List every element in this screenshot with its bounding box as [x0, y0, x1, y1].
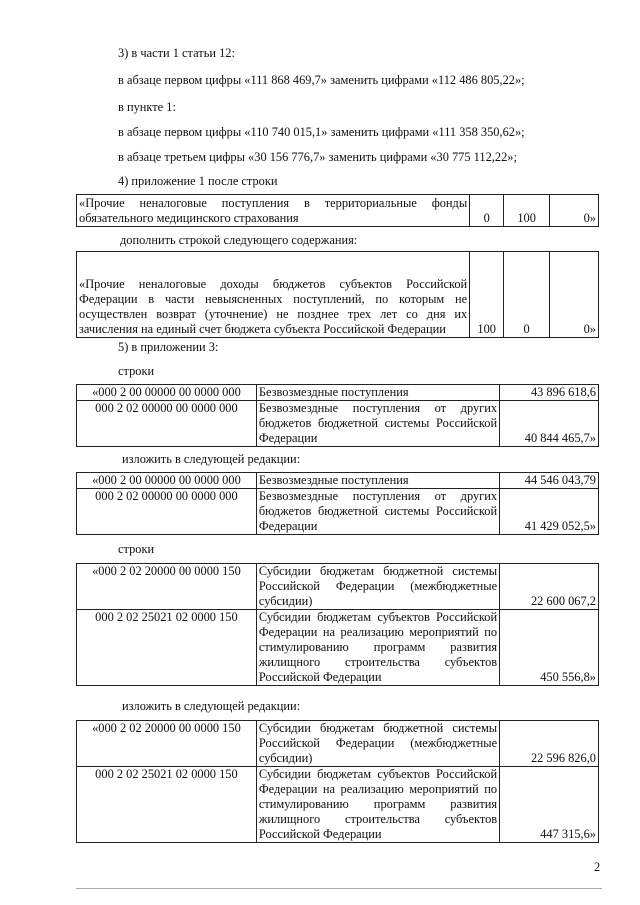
table-row	[77, 610, 599, 686]
paragraph-punkt-1: в пункте 1:	[118, 100, 176, 114]
table-cell-amount: 450 556,8»	[500, 610, 599, 686]
table-appendix3-new-b	[76, 720, 599, 843]
table-row	[77, 473, 599, 489]
table-cell-value: 100	[470, 252, 504, 338]
table-cell-amount: 43 896 618,6	[500, 385, 599, 401]
table-cell-amount: 22 596 826,0	[500, 721, 599, 767]
table-row	[77, 252, 599, 338]
table-cell-name: Субсидии бюджетам субъектов Российской Федерации на реализацию мероприятий по стимулированию программ развития жилищного строительства субъектов Российской Федерации	[256, 610, 499, 686]
paragraph-new-edition: изложить в следующей редакции:	[122, 452, 301, 466]
table-cell-name: Безвозмездные поступления от других бюджетов бюджетной системы Российской Федерации	[256, 489, 499, 535]
table-cell-name: Субсидии бюджетам бюджетной системы Российской Федерации (межбюджетные субсидии)	[256, 564, 499, 610]
table-cell-name: Субсидии бюджетам бюджетной системы Российской Федерации (межбюджетные субсидии)	[256, 721, 499, 767]
table-cell-code: «000 2 02 20000 00 0000 150	[77, 564, 257, 610]
paragraph-abzac-third: в абзаце третьем цифры «30 156 776,7» заменить цифрами «30 775 112,22»;	[118, 150, 517, 164]
table-appendix3-old-b	[76, 563, 599, 686]
table-appendix1-new-row	[76, 251, 599, 338]
table-row	[77, 721, 599, 767]
table-cell-code: 000 2 02 00000 00 0000 000	[77, 401, 257, 447]
table-cell-code: 000 2 02 25021 02 0000 150	[77, 767, 257, 843]
table-cell-text: «Прочие неналоговые поступления в территориальные фонды обязательного медицинского страхования	[77, 195, 470, 227]
paragraph-article-12: 3) в части 1 статьи 12:	[118, 46, 235, 60]
page-number: 2	[594, 860, 601, 874]
table-cell-amount: 41 429 052,5»	[500, 489, 599, 535]
table-appendix1-existing-row	[76, 194, 599, 227]
table-cell-code: 000 2 02 25021 02 0000 150	[77, 610, 257, 686]
table-row	[77, 564, 599, 610]
table-cell-value: 0»	[550, 195, 599, 227]
table-row	[77, 767, 599, 843]
table-cell-code: «000 2 00 00000 00 0000 000	[77, 473, 257, 489]
table-cell-amount: 44 546 043,79	[500, 473, 599, 489]
table-cell-code: «000 2 02 20000 00 0000 150	[77, 721, 257, 767]
table-cell-value: 0	[504, 252, 550, 338]
paragraph-appendix-1: 4) приложение 1 после строки	[118, 174, 278, 188]
table-cell-amount: 447 315,6»	[500, 767, 599, 843]
table-cell-value: 100	[504, 195, 550, 227]
table-appendix3-new-a	[76, 472, 599, 535]
table-cell-value: 0	[470, 195, 504, 227]
paragraph-new-edition-2: изложить в следующей редакции:	[122, 699, 301, 713]
table-cell-code: «000 2 00 00000 00 0000 000	[77, 385, 257, 401]
table-row	[77, 195, 599, 227]
table-cell-name: Безвозмездные поступления от других бюджетов бюджетной системы Российской Федерации	[256, 401, 499, 447]
footer-divider	[76, 888, 602, 889]
table-cell-value: 0»	[550, 252, 599, 338]
table-cell-amount: 40 844 465,7»	[500, 401, 599, 447]
paragraph-rows-label-2: строки	[118, 542, 155, 556]
table-appendix3-old-a	[76, 384, 599, 447]
paragraph-abzac-first: в абзаце первом цифры «111 868 469,7» заменить цифрами «112 486 805,22»;	[118, 73, 525, 87]
paragraph-appendix-3: 5) в приложении 3:	[118, 340, 219, 354]
table-cell-amount: 22 600 067,2	[500, 564, 599, 610]
table-cell-code: 000 2 02 00000 00 0000 000	[77, 489, 257, 535]
table-row	[77, 401, 599, 447]
table-cell-name: Субсидии бюджетам субъектов Российской Федерации на реализацию мероприятий по стимулированию программ развития жилищного строительства субъектов Российской Федерации	[256, 767, 499, 843]
table-cell-text: «Прочие неналоговые доходы бюджетов субъектов Российской Федерации в части невыясненных поступлений, по которым не осуществлен возврат (уточнение) не позднее трех лет со дня их зачисления на единый счет бюджета субъекта Российской Федерации	[77, 252, 470, 338]
paragraph-rows-label: строки	[118, 364, 155, 378]
table-cell-name: Безвозмездные поступления	[256, 473, 499, 489]
table-cell-name: Безвозмездные поступления	[256, 385, 499, 401]
table-row	[77, 385, 599, 401]
paragraph-supplement-note: дополнить строкой следующего содержания:	[120, 233, 358, 247]
paragraph-abzac-first-2: в абзаце первом цифры «110 740 015,1» заменить цифрами «111 358 350,62»;	[118, 125, 525, 139]
table-row	[77, 489, 599, 535]
